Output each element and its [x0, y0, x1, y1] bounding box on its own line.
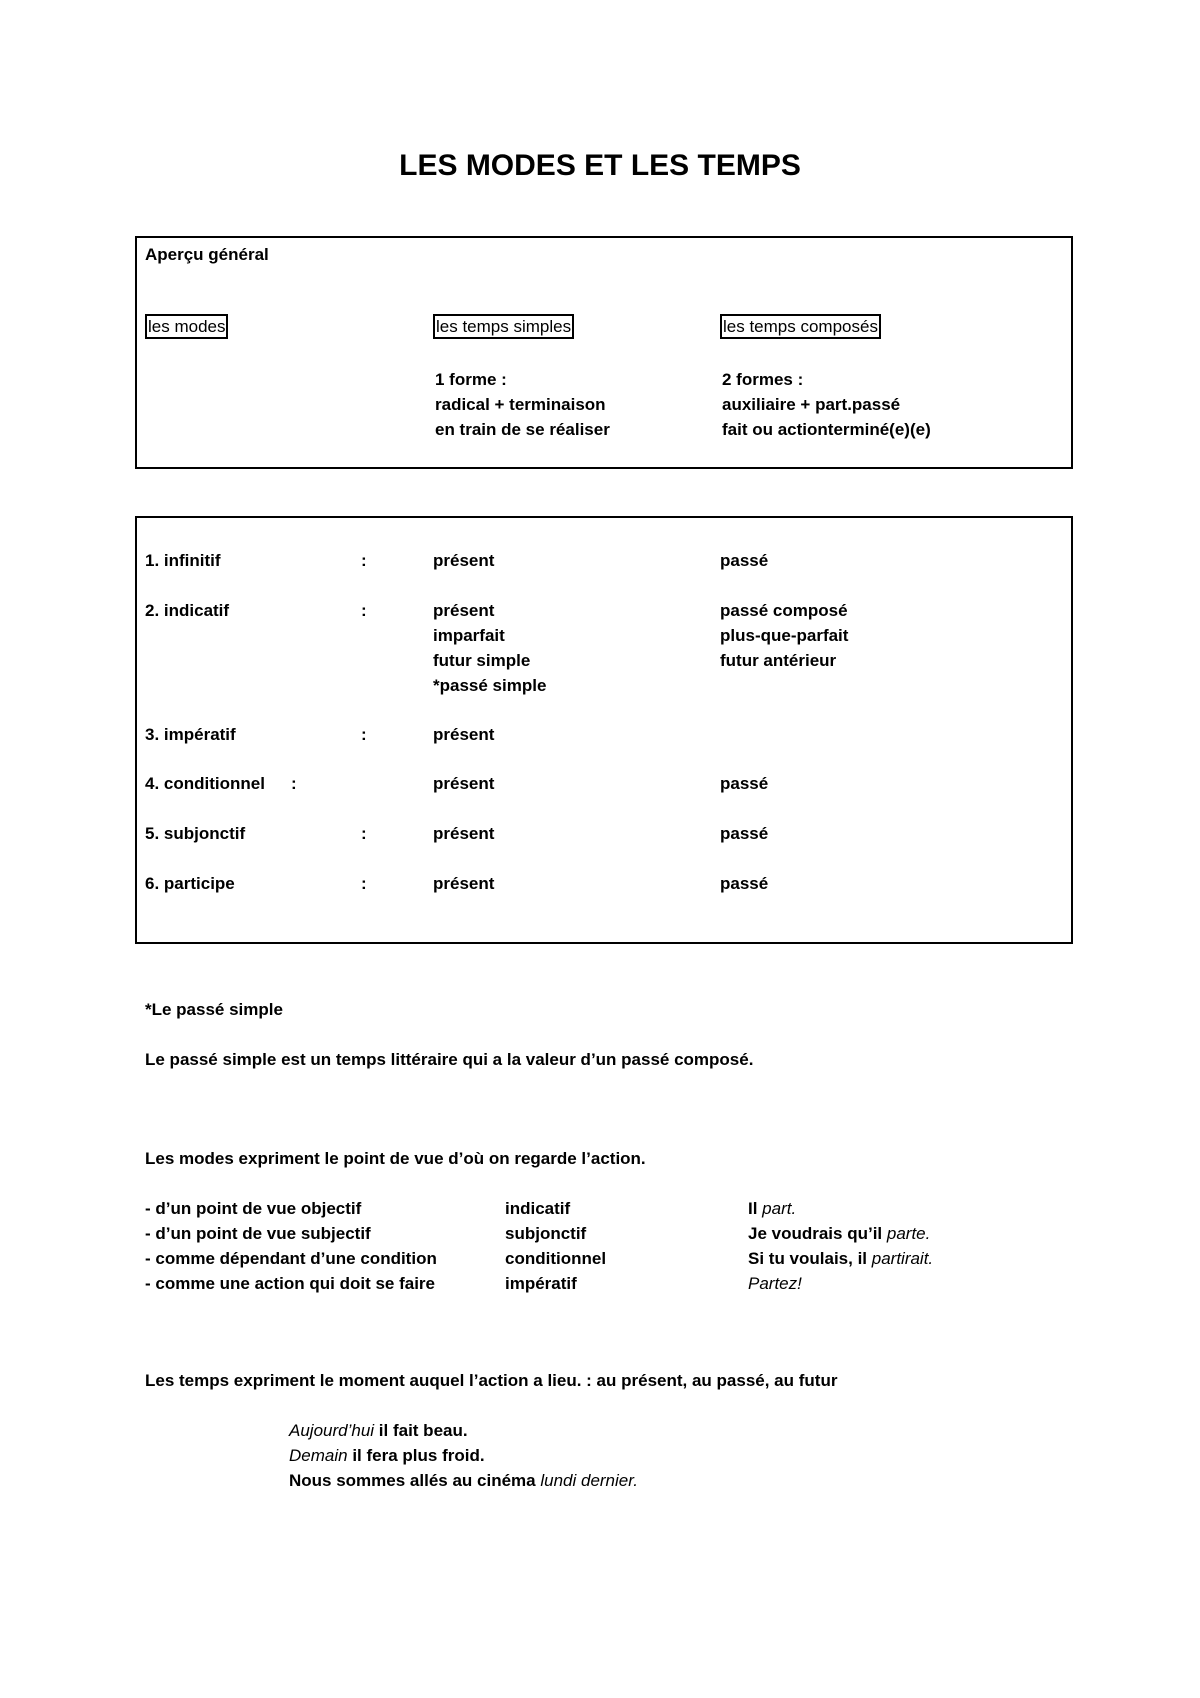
- tense-item: imparfait: [433, 626, 505, 645]
- mode-item: subjonctif: [505, 1224, 587, 1243]
- example-italic: partirait.: [871, 1249, 934, 1268]
- example-plain: Nous sommes allés au cinéma: [289, 1471, 541, 1490]
- passe-simple-text: Le passé simple est un temps littéraire qui a la valeur d’un passé composé.: [145, 1050, 754, 1069]
- tense-item: présent: [433, 725, 495, 744]
- mode-item: conditionnel: [505, 1249, 607, 1268]
- simples-line: 1 forme :: [435, 370, 507, 389]
- simples-line: en train de se réaliser: [435, 420, 610, 439]
- composes-line: auxiliaire + part.passé: [722, 395, 901, 414]
- modes-examples-list: [748, 1196, 933, 1296]
- mode-separator: :: [361, 551, 367, 570]
- tense-item: présent: [433, 601, 495, 620]
- tense-item: présent: [433, 874, 495, 893]
- tense-item: futur antérieur: [720, 651, 837, 670]
- mode-name: 1. infinitif: [145, 551, 221, 570]
- temps-simples-cell: [433, 598, 546, 698]
- mode-name: 3. impératif: [145, 725, 236, 744]
- mode-name: 6. participe: [145, 874, 235, 893]
- example-item: [748, 1246, 933, 1271]
- point-item: - d’un point de vue subjectif: [145, 1224, 371, 1243]
- point-item: - comme dépendant d’une condition: [145, 1249, 437, 1268]
- example-item: [748, 1271, 933, 1296]
- mode-item: impératif: [505, 1274, 577, 1293]
- example-italic: parte.: [886, 1224, 931, 1243]
- example-plain: il fait beau.: [374, 1421, 468, 1440]
- simples-description: [435, 367, 610, 442]
- example-italic: lundi dernier.: [540, 1471, 638, 1490]
- temps-composes-cell: [720, 771, 768, 796]
- example-plain: Je voudrais qu’il: [748, 1224, 887, 1243]
- mode-name: 2. indicatif: [145, 601, 230, 620]
- mode-separator: :: [361, 601, 367, 620]
- temps-intro: Les temps expriment le moment auquel l’action a lieu. : au présent, au passé, au futur: [145, 1371, 838, 1390]
- temps-composes-cell: [720, 871, 768, 896]
- tense-item: passé: [720, 774, 769, 793]
- tense-item: passé composé: [720, 601, 848, 620]
- example-item: [748, 1196, 933, 1221]
- col-modes-label: les modes: [145, 314, 228, 339]
- tense-item: plus-que-parfait: [720, 626, 849, 645]
- temps-simples-cell: [433, 548, 494, 573]
- temps-example: [289, 1468, 638, 1493]
- mode-name: 4. conditionnel: [145, 774, 265, 793]
- temps-composes-cell: [720, 598, 848, 673]
- temps-simples-cell: [433, 771, 494, 796]
- example-plain: Si tu voulais, il: [748, 1249, 872, 1268]
- simples-line: radical + terminaison: [435, 395, 606, 414]
- temps-composes-cell: [720, 548, 768, 573]
- mode-separator: :: [361, 874, 367, 893]
- mode-separator: :: [361, 824, 367, 843]
- example-italic: part.: [762, 1199, 797, 1218]
- temps-composes-cell: [720, 821, 768, 846]
- tense-item: passé: [720, 874, 769, 893]
- apercu-box: [135, 236, 1073, 469]
- example-italic: Demain: [289, 1446, 348, 1465]
- mode-item: indicatif: [505, 1199, 571, 1218]
- modes-points-list: [145, 1196, 437, 1296]
- modes-table-box: [135, 516, 1073, 944]
- example-italic: Aujourd’hui: [289, 1421, 375, 1440]
- modes-intro: Les modes expriment le point de vue d’où on regarde l’action.: [145, 1149, 646, 1168]
- temps-simples-cell: [433, 871, 494, 896]
- composes-line: 2 formes :: [722, 370, 804, 389]
- mode-separator: :: [361, 725, 367, 744]
- composes-line: fait ou actionterminé(e)(e): [722, 420, 931, 439]
- page-title: LES MODES ET LES TEMPS: [399, 149, 801, 182]
- temps-examples: [289, 1418, 638, 1493]
- col-simples-label: les temps simples: [433, 314, 574, 339]
- tense-item: présent: [433, 774, 495, 793]
- apercu-heading: Aperçu général: [145, 245, 269, 264]
- example-italic: Partez!: [748, 1274, 802, 1293]
- point-item: - comme une action qui doit se faire: [145, 1274, 435, 1293]
- tense-item: passé: [720, 824, 769, 843]
- tense-item: *passé simple: [433, 676, 547, 695]
- mode-name: 5. subjonctif: [145, 824, 246, 843]
- col-composes-label: les temps composés: [720, 314, 881, 339]
- temps-simples-cell: [433, 821, 494, 846]
- tense-item: passé: [720, 551, 769, 570]
- tense-item: futur simple: [433, 651, 531, 670]
- temps-example: [289, 1418, 638, 1443]
- tense-item: présent: [433, 551, 495, 570]
- composes-description: [722, 367, 931, 442]
- example-item: [748, 1221, 933, 1246]
- temps-example: [289, 1443, 638, 1468]
- modes-names-list: [505, 1196, 606, 1296]
- mode-separator: :: [291, 774, 297, 793]
- example-plain: il fera plus froid.: [347, 1446, 485, 1465]
- example-plain: Il: [748, 1199, 763, 1218]
- passe-simple-heading: *Le passé simple: [145, 1000, 283, 1019]
- point-item: - d’un point de vue objectif: [145, 1199, 362, 1218]
- temps-simples-cell: [433, 722, 494, 747]
- tense-item: présent: [433, 824, 495, 843]
